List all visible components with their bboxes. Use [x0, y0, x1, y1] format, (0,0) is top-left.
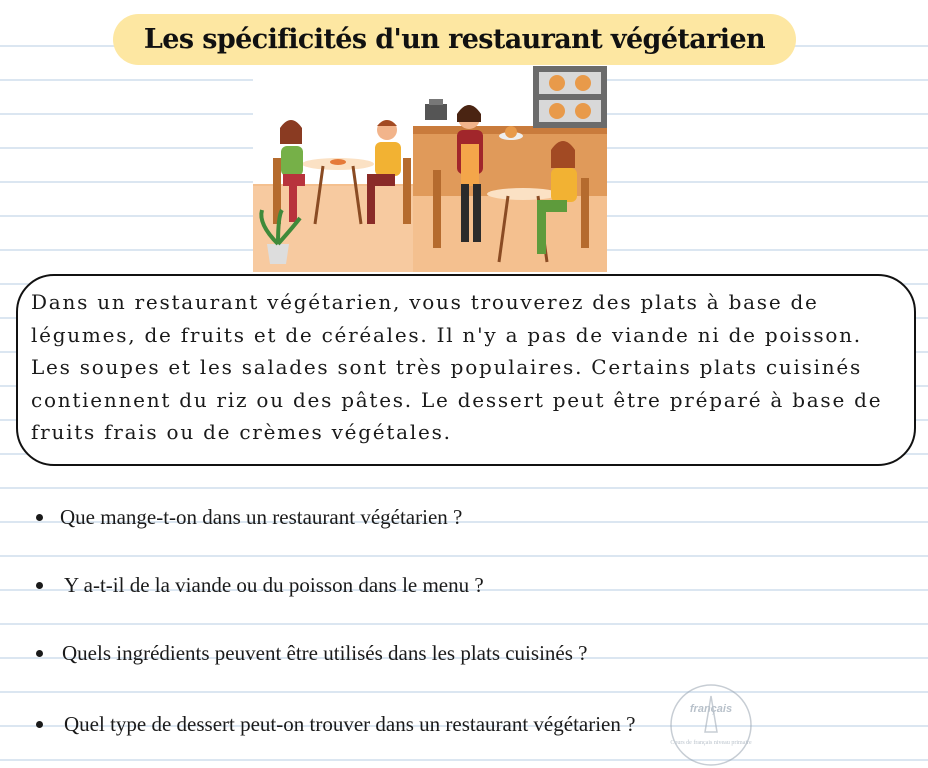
reading-paragraph: Dans un restaurant végétarien, vous trouverez des plats à base de légumes, de fruits et de céréales. Il n'y a pas de viande ni de poisson. Les soupes et les salades sont très populaires. Certains plats cuisinés contiennent du riz ou des pâtes. Le dessert peut être préparé à base de fruits frais ou de crèmes végétales.	[31, 290, 883, 444]
bullet-icon	[36, 650, 43, 657]
bullet-icon	[36, 721, 43, 728]
question-text: Y a-t-il de la viande ou du poisson dans le menu ?	[64, 572, 484, 597]
question-text: Quels ingrédients peuvent être utilisés dans les plats cuisinés ?	[62, 640, 588, 665]
watermark-caption: Cours de français niveau primaire	[670, 740, 752, 746]
watermark-brand: français	[689, 703, 733, 715]
question-text: Quel type de dessert peut-on trouver dans un restaurant végétarien ?	[64, 711, 636, 736]
bullet-icon	[36, 582, 43, 589]
question-text: Que mange-t-on dans un restaurant végétarien ?	[60, 504, 463, 529]
watermark-logo	[668, 682, 754, 768]
reading-text-box	[16, 274, 916, 466]
page-title: Les spécificités d'un restaurant végétarien	[143, 24, 766, 55]
title-banner	[113, 14, 796, 65]
restaurant-illustration	[253, 66, 607, 272]
bullet-icon	[36, 514, 43, 521]
